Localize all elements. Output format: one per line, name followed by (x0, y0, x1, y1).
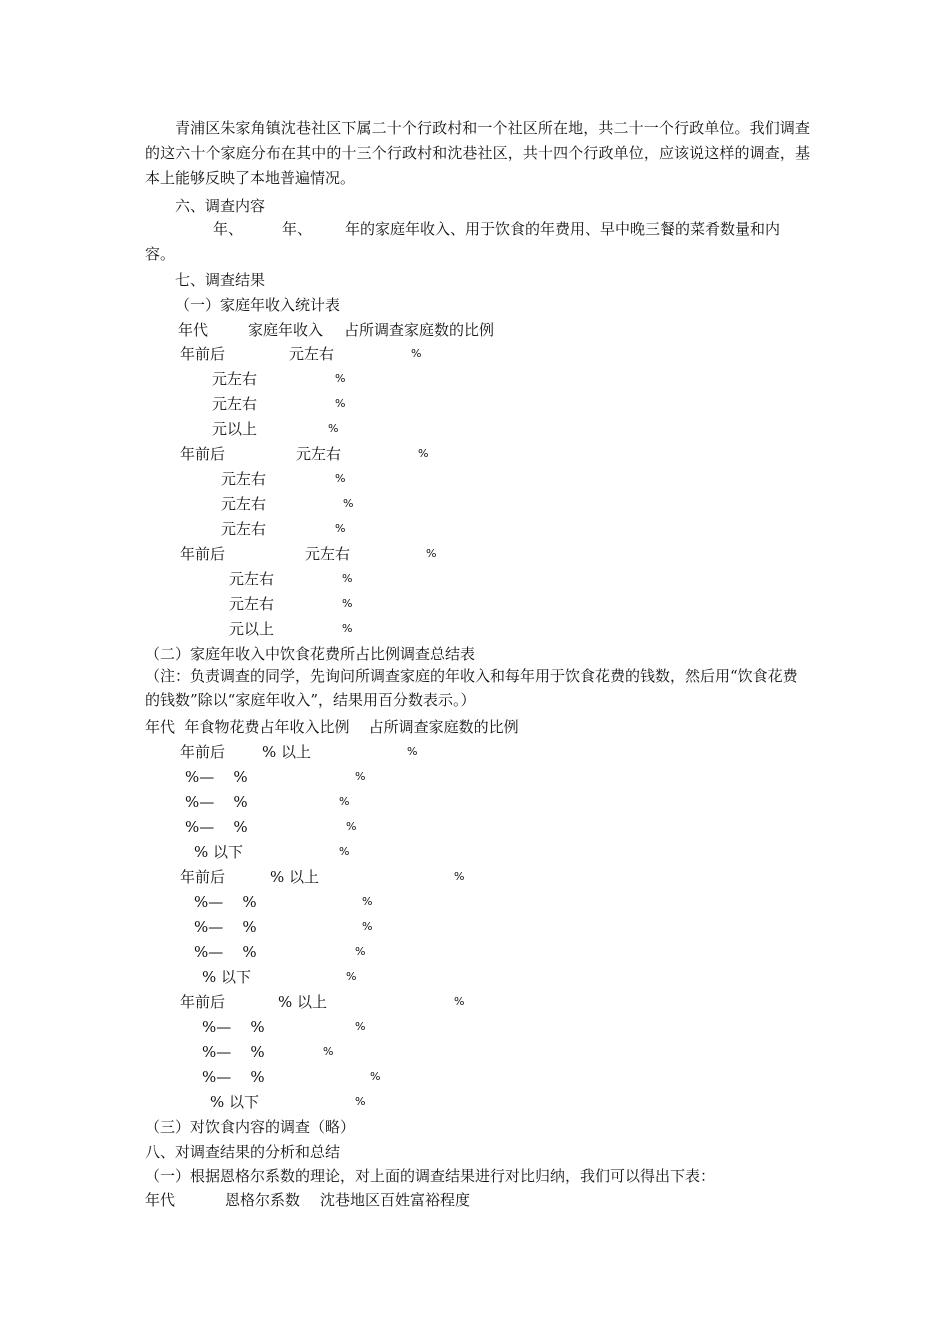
table2-cell-ratio: % (454, 870, 465, 883)
table2-row (0, 792, 950, 812)
table1-cell-ratio: % (335, 372, 346, 385)
table2-header-line: 年代 年食物花费占年收入比例 占所调查家庭数的比例 (145, 718, 519, 736)
table2-row (0, 1017, 950, 1037)
table4-header-engel: 恩格尔系数 (225, 1191, 301, 1209)
table1-row (0, 569, 950, 589)
section6-heading: 六、调查内容 (175, 197, 266, 215)
table1-header-year: 年代 (178, 321, 209, 339)
table2-cell-range: % 以上 (278, 993, 328, 1011)
table1-cell-income: 元左右 (305, 545, 351, 563)
table2-cell-ratio: % (339, 795, 350, 808)
table2-title: （二）家庭年收入中饮食花费所占比例调查总结表 (145, 645, 476, 663)
section6-line (0, 219, 950, 239)
table1-cell-year: 年前后 (180, 345, 226, 363)
section8-heading: 八、对调查结果的分析和总结 (145, 1143, 341, 1161)
table1-cell-ratio: % (342, 572, 353, 585)
table2-note: （注：负责调查的同学，先询问所调查家庭的年收入和每年用于饮食花费的钱数，然后用“饮食花费的钱数”除以“家庭年收入”，结果用百分数表示。） (145, 667, 798, 709)
table1-cell-ratio: % (343, 497, 354, 510)
table2-cell-ratio: % (323, 1045, 334, 1058)
table2-cell-ratio: % (355, 770, 366, 783)
table1-row (0, 344, 950, 364)
table1-row (0, 394, 950, 414)
table1-cell-income: 元左右 (221, 495, 267, 513)
table1-cell-income: 元左右 (229, 595, 275, 613)
table2-cell-year: 年前后 (180, 743, 226, 761)
section8-sub1: （一）根据恩格尔系数的理论，对上面的调查结果进行对比归纳，我们可以得出下表： (145, 1167, 716, 1185)
table1-title: （一）家庭年收入统计表 (175, 296, 341, 314)
table3-title: （三）对饮食内容的调查（略） (145, 1118, 356, 1136)
table1-cell-ratio: % (342, 597, 353, 610)
table1-row (0, 444, 950, 464)
table2-cell-ratio: % (355, 1095, 366, 1108)
table1-row (0, 544, 950, 564)
section7-heading: 七、调查结果 (175, 271, 266, 289)
table2-row (0, 942, 950, 962)
table1-cell-income: 元左右 (296, 445, 342, 463)
table1-cell-income: 元左右 (221, 520, 267, 538)
table2-cell-ratio: % (362, 920, 373, 933)
intro-paragraph: 青浦区朱家角镇沈巷社区下属二十个行政村和一个社区所在地，共二十一个行政单位。我们调查的这六十个家庭分布在其中的十三个行政村和沈巷社区，共十四个行政单位，应该说这样的调查，基本上能够反映了本地普遍情况。 (145, 119, 810, 187)
table2-cell-range: %— % (194, 943, 257, 961)
table2-cell-range: %— % (194, 893, 257, 911)
section6-part-2: 年、 (282, 220, 313, 238)
section6-part-1: 年、 (213, 220, 244, 238)
table2-cell-ratio: % (346, 820, 357, 833)
table2-cell-range: %— % (202, 1043, 265, 1061)
table2-row (0, 992, 950, 1012)
table1-row (0, 369, 950, 389)
table2-cell-year: 年前后 (180, 868, 226, 886)
table1-cell-income: 元左右 (289, 345, 335, 363)
table1-header-ratio: 占所调查家庭数的比例 (344, 321, 495, 339)
table2-cell-range: %— % (185, 818, 248, 836)
table4-header-row (0, 1190, 950, 1210)
table2-cell-range: % 以下 (194, 843, 244, 861)
table4-header-year: 年代 (145, 1191, 176, 1209)
table2-row (0, 1067, 950, 1087)
table2-cell-ratio: % (339, 845, 350, 858)
table2-cell-ratio: % (407, 745, 418, 758)
table2-row (0, 842, 950, 862)
table2-row (0, 1042, 950, 1062)
table2-cell-ratio: % (355, 1020, 366, 1033)
table1-row (0, 419, 950, 439)
table1-cell-income: 元以上 (212, 420, 258, 438)
table1-cell-ratio: % (335, 397, 346, 410)
table1-cell-ratio: % (426, 547, 437, 560)
table1-header-row (0, 320, 950, 340)
table1-cell-income: 元左右 (212, 370, 258, 388)
section6-part-3: 年的家庭年收入、用于饮食的年费用、早中晚三餐的菜肴数量和内 (345, 220, 781, 238)
table1-cell-ratio: % (335, 522, 346, 535)
table1-header-income: 家庭年收入 (248, 321, 324, 339)
table2-cell-range: % 以下 (202, 968, 252, 986)
table1-row (0, 469, 950, 489)
table2-row (0, 742, 950, 762)
table2-row (0, 892, 950, 912)
table4-header-wealth: 沈巷地区百姓富裕程度 (320, 1191, 471, 1209)
table2-cell-range: %— % (185, 768, 248, 786)
table1-cell-year: 年前后 (180, 445, 226, 463)
table2-cell-range: %— % (185, 793, 248, 811)
table1-cell-ratio: % (328, 422, 339, 435)
table1-row (0, 594, 950, 614)
table2-cell-ratio: % (370, 1070, 381, 1083)
table2-row (0, 867, 950, 887)
table2-cell-ratio: % (346, 970, 357, 983)
table2-cell-ratio: % (355, 945, 366, 958)
table2-row (0, 917, 950, 937)
table1-cell-income: 元左右 (221, 470, 267, 488)
table2-cell-ratio: % (362, 895, 373, 908)
table2-cell-ratio: % (454, 995, 465, 1008)
table2-row (0, 967, 950, 987)
table1-cell-income: 元左右 (229, 570, 275, 588)
table1-cell-ratio: % (411, 347, 422, 360)
table1-cell-ratio: % (335, 472, 346, 485)
table2-cell-range: %— % (194, 918, 257, 936)
table2-row (0, 767, 950, 787)
table2-cell-range: %— % (202, 1018, 265, 1036)
table2-cell-range: % 以下 (210, 1093, 260, 1111)
table1-cell-income: 元以上 (229, 620, 275, 638)
table2-cell-year: 年前后 (180, 993, 226, 1011)
table1-row (0, 619, 950, 639)
table2-cell-range: %— % (202, 1068, 265, 1086)
table2-cell-range: % 以上 (270, 868, 320, 886)
table1-row (0, 494, 950, 514)
table2-row (0, 1092, 950, 1112)
table1-cell-income: 元左右 (212, 395, 258, 413)
table1-row (0, 519, 950, 539)
section6-line2: 容。 (145, 245, 176, 263)
table1-cell-ratio: % (342, 622, 353, 635)
table2-row (0, 817, 950, 837)
table1-cell-ratio: % (418, 447, 429, 460)
table1-cell-year: 年前后 (180, 545, 226, 563)
table2-cell-range: % 以上 (262, 743, 312, 761)
